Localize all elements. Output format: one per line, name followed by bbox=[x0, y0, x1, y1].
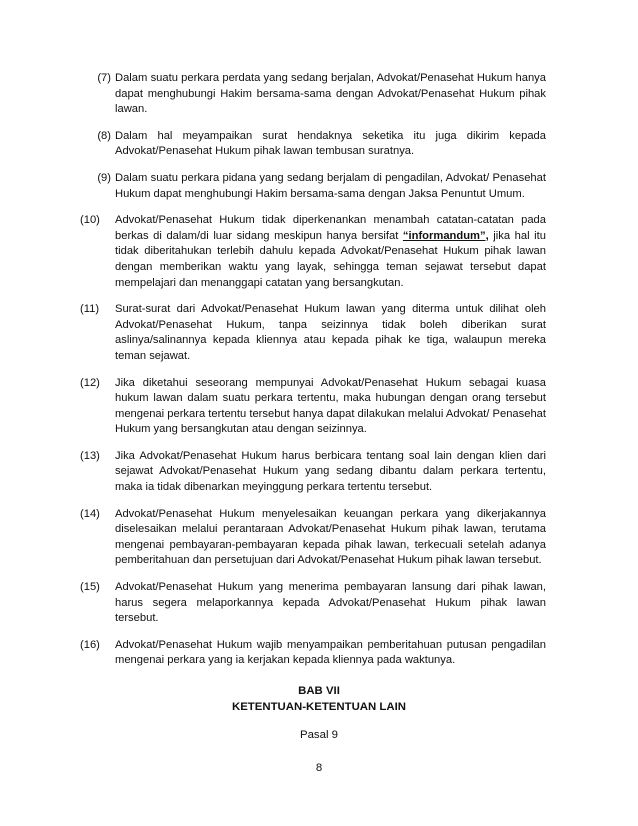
item-text: Advokat/Penasehat Hukum wajib menyampaikan pemberitahuan putusan pengadilan mengenai perkara yang ia kerjakan kepada kliennya pada waktunya. bbox=[115, 638, 546, 667]
list-item-16 bbox=[80, 638, 546, 669]
item-text: Advokat/Penasehat Hukum menyelesaikan keuangan perkara yang dikerjakannya diselesaikan melalui perantaraan Advokat/Penasehat Hukum pihak lawan, terutama mengenai pembayaran-pembayaran kepada pihak lawan, terkecuali setelah adanya pemberitahuan dan persetujuan dari Advokat/Penasehat Hukum pihak lawan tersebut. bbox=[115, 507, 546, 567]
list-item-11 bbox=[80, 302, 546, 364]
list-item-12 bbox=[80, 376, 546, 438]
item-text bbox=[115, 213, 546, 291]
article-heading: Pasal 9 bbox=[300, 729, 338, 741]
chapter-title: KETENTUAN-KETENTUAN LAIN bbox=[231, 701, 406, 713]
item-number: (15) bbox=[80, 581, 100, 594]
item-text: Jika diketahui seseorang mempunyai Advokat/Penasehat Hukum sebagai kuasa hukum lawan dalam suatu perkara tertentu, maka hubungan dengan orang tersebut mengenai perkara tertentu tersebut hanya dapat dilakukan melalui Advokat/ Penasehat Hukum yang bersangkutan atau dengan seizinnya. bbox=[115, 376, 547, 436]
chapter-label: BAB VII bbox=[298, 685, 340, 697]
item-number: (12) bbox=[80, 376, 100, 389]
item-text: Dalam suatu perkara perdata yang sedang berjalan, Advokat/Penasehat Hukum hanya dapat menghubungi Hakim bersama-sama dengan Advokat/Penasehat Hukum pihak lawan. bbox=[115, 72, 546, 116]
item-number: (10) bbox=[80, 214, 100, 227]
item-number: (7) bbox=[97, 72, 111, 84]
list-item-10 bbox=[80, 213, 546, 291]
item-text-part-b: jika hal itu tidak diberitahukan terlebih dahulu kepada Advokat/Penasehat Hukum pihak lawan dengan memberikan waktu yang layak, sehingga teman sejawat tersebut dapat mempelajari dan menanggapi catatan yang bersangkutan. bbox=[115, 229, 546, 289]
list-item-13 bbox=[80, 449, 546, 496]
item-text: Jika Advokat/Penasehat Hukum harus berbicara tentang soal lain dengan klien dari sejawat Advokat/Penasehat Hukum yang sedang dibantu dalam perkara tertentu, maka ia tidak dibenarkan meyinggung perkara tertentu tersebut. bbox=[115, 449, 546, 494]
item-number: (16) bbox=[80, 638, 100, 651]
list-item-14 bbox=[80, 507, 546, 569]
item-text: Dalam hal meyampaikan surat hendaknya seketika itu juga dikirim kepada Advokat/Penasehat Hukum pihak lawan tembusan suratnya. bbox=[115, 129, 546, 158]
item-text-part-a: Advokat/Penasehat Hukum tidak diperkenankan menambah catatan-catatan pada berkas di dalam/di luar sidang meskipun hanya bersifat bbox=[115, 214, 546, 242]
informandum-emphasis: “informandum”, bbox=[402, 229, 489, 242]
article-items-list bbox=[80, 71, 546, 680]
item-text: Dalam suatu perkara pidana yang sedang berjalam di pengadilan, Advokat/ Penasehat Hukum dapat menghubungi Hakim bersama-sama dengan Jaksa Penuntut Umum. bbox=[115, 171, 546, 200]
item-text: Surat-surat dari Advokat/Penasehat Hukum lawan yang diterma untuk dilihat oleh Advokat/Penasehat Hukum, tanpa seizinnya tidak boleh diberikan surat aslinya/salinannya kepada kliennya atau kepada pihak ke tiga, walaupun mereka teman sejawat. bbox=[115, 303, 546, 362]
list-item-15 bbox=[80, 580, 546, 627]
page-number: 8 bbox=[315, 762, 323, 774]
list-item-7 bbox=[80, 71, 546, 118]
item-number: (11) bbox=[80, 303, 100, 316]
item-number: (8) bbox=[97, 129, 111, 142]
item-number: (14) bbox=[80, 507, 100, 520]
item-text: Advokat/Penasehat Hukum yang menerima pembayaran lansung dari pihak lawan, harus segera melaporkannya kepada Advokat/Penasehat Hukum pihak lawan tersebut. bbox=[115, 581, 546, 625]
item-number: (13) bbox=[80, 449, 100, 462]
list-item-8 bbox=[80, 129, 546, 160]
item-number: (9) bbox=[97, 171, 111, 184]
list-item-9 bbox=[80, 171, 546, 202]
